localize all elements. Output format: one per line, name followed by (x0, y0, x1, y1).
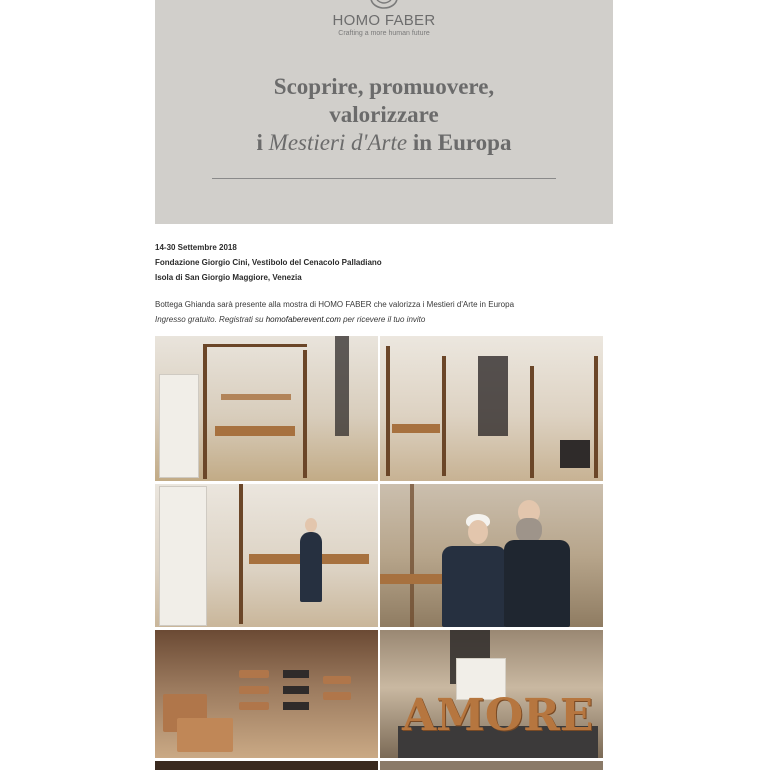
workbench (380, 574, 450, 584)
artisan-body (504, 540, 570, 627)
artisan-head (468, 520, 488, 544)
wooden-box (177, 718, 233, 752)
wooden-piece (323, 692, 351, 700)
display-case (560, 440, 590, 468)
photo-row-bottom-left (155, 761, 378, 770)
brand-name: HOMO FABER (332, 12, 436, 29)
homo-faber-logo-icon (369, 0, 399, 10)
event-venue: Fondazione Giorgio Cini, Vestibolo del Cenacolo Palladiano (155, 258, 382, 267)
note-suffix: per ricevere il tuo invito (340, 315, 426, 324)
homofaber-link[interactable]: homofaberevent.com (265, 315, 341, 324)
visitor-head (305, 518, 317, 532)
pavilion-post (530, 366, 534, 478)
brand-tagline: Crafting a more human future (338, 30, 430, 37)
note-prefix: Ingresso gratuito. Registrati su (155, 315, 266, 324)
shelf (221, 394, 291, 400)
intro-description: Bottega Ghianda sarà presente alla mostra di HOMO FABER che valorizza i Mestieri d'Arte in Europa (155, 300, 515, 309)
event-location: Isola di San Giorgio Maggiore, Venezia (155, 273, 302, 282)
wooden-piece (239, 702, 269, 710)
photo-amore-sculpture (380, 630, 603, 758)
wooden-piece (323, 676, 351, 684)
pavilion-post (442, 356, 446, 476)
exhibit-sign (159, 486, 207, 626)
photo-visitor-pavilion (155, 484, 378, 627)
registration-note (155, 312, 514, 327)
photo-exhibit-corridor (380, 336, 603, 481)
event-dates: 14-30 Settembre 2018 (155, 243, 237, 252)
exhibit-sign (159, 374, 199, 478)
headline-suffix: in Europa (407, 130, 512, 155)
dark-piece (283, 670, 309, 678)
pavilion-beam (203, 344, 307, 347)
headline-prefix: i (256, 130, 269, 155)
sculpture-word: AMORE (402, 690, 594, 741)
photo-wooden-pieces (155, 630, 378, 758)
headline-line-2: valorizzare (329, 102, 439, 127)
dark-piece (283, 686, 309, 694)
photo-two-artisans (380, 484, 603, 627)
photo-exhibit-pavilion (155, 336, 378, 481)
wooden-piece (239, 670, 269, 678)
headline-line-1: Scoprire, promuovere, (273, 74, 495, 99)
workbench (392, 424, 440, 433)
event-details (155, 240, 382, 285)
pavilion-post (410, 484, 414, 627)
divider (212, 178, 556, 179)
pavilion-post (594, 356, 598, 478)
pavilion-post (239, 484, 243, 624)
doorway (335, 336, 349, 436)
workbench (215, 426, 295, 436)
intro-text (155, 297, 514, 327)
pavilion-post (203, 344, 207, 479)
photo-row-bottom-right (380, 761, 603, 770)
headline-italic: Mestieri d'Arte (268, 130, 408, 155)
wooden-piece (239, 686, 269, 694)
artisan-body (442, 546, 506, 627)
headline (155, 73, 613, 157)
dark-piece (283, 702, 309, 710)
visitor-body (300, 532, 322, 602)
doorway (478, 356, 508, 436)
pavilion-post (386, 346, 390, 476)
headline-line-3 (155, 129, 613, 157)
pavilion-post (303, 350, 307, 478)
